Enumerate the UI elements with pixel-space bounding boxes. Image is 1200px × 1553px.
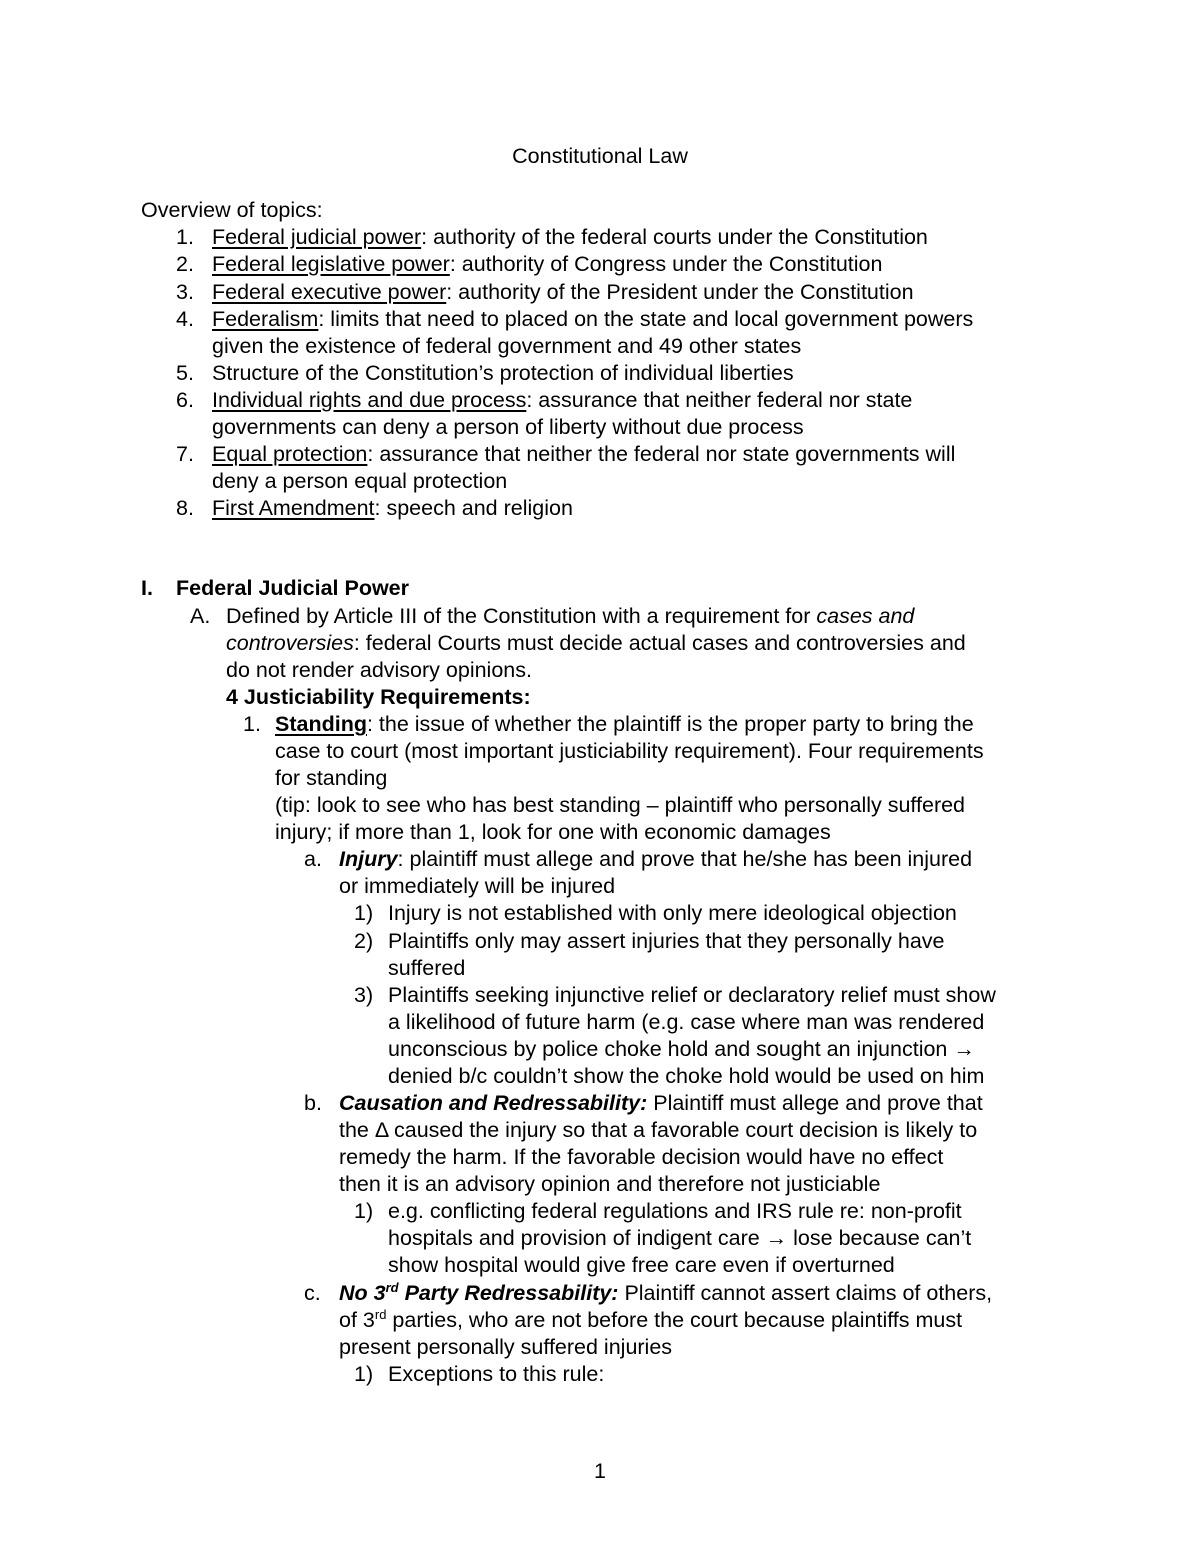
text-run: Defined by Article III of the Constitution with a requirement for — [226, 604, 817, 628]
requirement-term: Standing — [275, 712, 367, 736]
overview-item-num: 7. — [176, 442, 194, 466]
overview-heading: Overview of topics: — [141, 198, 323, 222]
element-letter: b. — [304, 1091, 322, 1115]
sub-item-text: Plaintiffs seeking injunctive relief or declaratory relief must show — [388, 983, 996, 1007]
superscript: rd — [385, 1279, 399, 1295]
overview-item — [212, 306, 973, 333]
overview-item-num: 4. — [176, 307, 194, 331]
requirement-text: case to court (most important justiciability requirement). Four requirements — [275, 739, 984, 763]
overview-item-term: Federal legislative power — [212, 252, 450, 276]
sub-item-text: suffered — [388, 956, 466, 980]
element-text: then it is an advisory opinion and therefore not justiciable — [339, 1172, 881, 1196]
subsection-text — [226, 603, 914, 630]
overview-item-desc: : authority of the President under the Constitution — [446, 280, 914, 304]
overview-item-continuation: given the existence of federal government and 49 other states — [212, 334, 802, 358]
overview-item-text: Structure of the Constitution’s protection of individual liberties — [212, 361, 794, 385]
superscript: rd — [374, 1306, 387, 1322]
subsection-text: do not render advisory opinions. — [226, 658, 532, 682]
sub-item-num: 3) — [354, 983, 374, 1007]
subsection-letter: A. — [190, 604, 211, 628]
overview-item-desc: : authority of the federal courts under the Constitution — [421, 225, 928, 249]
text-run: : federal Courts must decide actual cases and controversies and — [353, 631, 966, 655]
element-term: Causation and Redressability: — [339, 1091, 648, 1115]
element-text — [339, 1090, 983, 1117]
sub-item-text: show hospital would give free care even if overturned — [388, 1253, 895, 1277]
justiciability-heading: 4 Justiciability Requirements: — [226, 685, 531, 709]
overview-item-num: 2. — [176, 252, 194, 276]
sub-item-text: e.g. conflicting federal regulations and IRS rule re: non-profit — [388, 1199, 962, 1223]
overview-item-desc: : assurance that neither federal nor state — [526, 388, 913, 412]
overview-item-num: 8. — [176, 496, 194, 520]
text-run: parties, who are not before the court because plaintiffs must — [386, 1308, 963, 1332]
section-number: I. — [141, 576, 153, 600]
overview-item-desc: : assurance that neither the federal nor state governments will — [367, 442, 956, 466]
overview-item — [212, 441, 955, 468]
element-term: Injury — [339, 847, 398, 871]
subsection-text — [226, 630, 966, 657]
italic-run: controversies — [226, 631, 354, 655]
requirement-number: 1. — [243, 712, 261, 736]
overview-item-num: 5. — [176, 361, 194, 385]
sub-item-text: denied b/c couldn’t show the choke hold would be used on him — [388, 1064, 985, 1088]
requirement-text — [275, 711, 974, 738]
overview-item-desc: : limits that need to placed on the state and local government powers — [318, 307, 974, 331]
text-run: : the issue of whether the plaintiff is the proper party to bring the — [366, 712, 974, 736]
text-run: No 3 — [339, 1281, 386, 1305]
element-letter: c. — [304, 1281, 321, 1305]
overview-item — [212, 279, 914, 306]
text-run: : plaintiff must allege and prove that he/she has been injured — [397, 847, 973, 871]
sub-item-num: 2) — [354, 929, 374, 953]
overview-item-term: First Amendment — [212, 496, 375, 520]
text-run: Party Redressability: — [398, 1281, 619, 1305]
document-title: Constitutional Law — [512, 144, 688, 168]
text-run: Plaintiff must allege and prove that — [647, 1091, 983, 1115]
requirement-text: injury; if more than 1, look for one with economic damages — [275, 820, 831, 844]
overview-item — [212, 251, 882, 278]
italic-run: cases and — [816, 604, 915, 628]
section-heading: Federal Judicial Power — [176, 576, 410, 600]
page-number: 1 — [594, 1459, 606, 1483]
overview-item-num: 6. — [176, 388, 194, 412]
overview-item-desc: : speech and religion — [374, 496, 573, 520]
overview-item — [212, 224, 928, 251]
sub-item-text: unconscious by police choke hold and sought an injunction → — [388, 1037, 975, 1061]
sub-item-text: Plaintiffs only may assert injuries that they personally have — [388, 929, 945, 953]
overview-item — [212, 387, 912, 414]
sub-item-text: hospitals and provision of indigent care → lose because can’t — [388, 1226, 972, 1250]
element-term — [339, 1281, 618, 1305]
element-text: the Δ caused the injury so that a favorable court decision is likely to — [339, 1118, 978, 1142]
overview-item-continuation: governments can deny a person of liberty without due process — [212, 415, 804, 439]
element-letter: a. — [304, 847, 322, 871]
sub-item-text: a likelihood of future harm (e.g. case where man was rendered — [388, 1010, 985, 1034]
element-text: present personally suffered injuries — [339, 1335, 673, 1359]
requirement-text: for standing — [275, 766, 388, 790]
overview-item-continuation: deny a person equal protection — [212, 469, 508, 493]
sub-item-text: Exceptions to this rule: — [388, 1362, 605, 1386]
element-text — [339, 846, 972, 873]
overview-item-term: Federal judicial power — [212, 225, 422, 249]
overview-item — [212, 495, 573, 522]
sub-item-num: 1) — [354, 1199, 374, 1223]
overview-item-term: Federal executive power — [212, 280, 447, 304]
overview-item-term: Federalism — [212, 307, 319, 331]
overview-item-term: Equal protection — [212, 442, 368, 466]
sub-item-text: Injury is not established with only mere ideological objection — [388, 901, 957, 925]
overview-item-term: Individual rights and due process — [212, 388, 527, 412]
overview-item-desc: : authority of Congress under the Constitution — [449, 252, 883, 276]
overview-item-num: 3. — [176, 280, 194, 304]
element-text — [339, 1280, 992, 1307]
element-text — [339, 1307, 962, 1334]
overview-item-num: 1. — [176, 225, 194, 249]
text-run: Plaintiff cannot assert claims of others, — [618, 1281, 993, 1305]
sub-item-num: 1) — [354, 901, 374, 925]
requirement-text: (tip: look to see who has best standing – plaintiff who personally suffered — [275, 793, 966, 817]
text-run: of 3 — [339, 1308, 375, 1332]
sub-item-num: 1) — [354, 1362, 374, 1386]
element-text: or immediately will be injured — [339, 874, 616, 898]
element-text: remedy the harm. If the favorable decision would have no effect — [339, 1145, 944, 1169]
